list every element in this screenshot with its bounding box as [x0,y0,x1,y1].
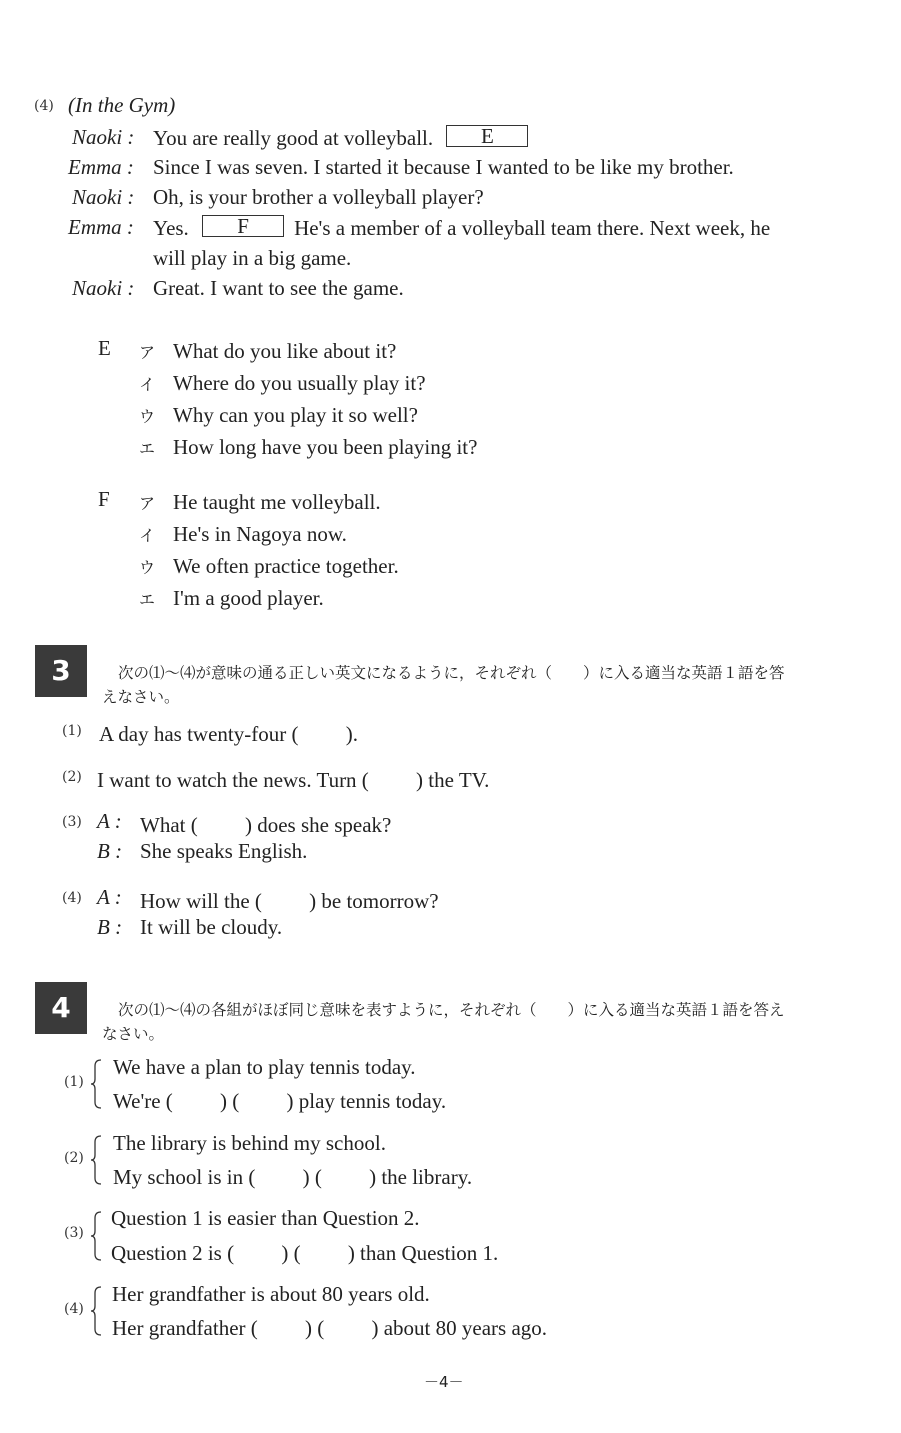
section-instruction: えなさい。 [102,688,180,706]
item-number: (4) [64,1301,84,1317]
choice-item: イ He's in Nagoya now. [139,522,347,546]
section-instruction: 次の⑴〜⑷が意味の通る正しい英文になるように，それぞれ（ ）に入る適当な英語１語を答 [118,664,785,682]
choice-list-f [139,487,399,615]
sentence-bottom: Question 2 is ( ) ( ) than Question 1. [111,1241,499,1265]
section-number-4: 4 [35,982,87,1034]
item-number: (2) [62,769,82,785]
sentence-bottom: Her grandfather ( ) ( ) about 80 years ago. [112,1316,548,1340]
item-number: (2) [64,1150,84,1166]
choice-list-e [139,336,477,464]
brace-icon [91,1058,101,1110]
speaker-label: Emma : [68,155,134,179]
sentence-bottom: We're ( ) ( ) play tennis today. [113,1089,447,1113]
page-number: －4－ [424,1373,464,1391]
speaker-label: Naoki : [72,185,135,209]
section-instruction: 次の⑴〜⑷の各組がほぼ同じ意味を表すように，それぞれ（ ）に入る適当な英語１語を答え [118,1001,785,1019]
dialogue-setting: (In the Gym) [68,93,176,117]
speaker-label: B : [97,915,123,939]
item-text: It will be cloudy. [140,915,283,939]
brace-icon [91,1134,101,1186]
speaker-label: Naoki : [72,276,135,300]
item-number: (1) [64,1074,84,1090]
choice-group-label: F [98,487,110,511]
section-number-3: 3 [35,645,87,697]
choice-group-label: E [98,336,111,360]
answer-box-e: E [446,125,528,147]
item-number: (3) [64,1225,84,1241]
speaker-label: Emma : [68,215,134,239]
choice-item: エ I'm a good player. [139,586,324,610]
item-text: I want to watch the news. Turn ( ) the TV. [97,768,490,792]
dialogue-line: Great. I want to see the game. [153,276,404,300]
speaker-label: A : [97,809,122,833]
dialogue-line: Yes. F He's a member of a volleyball team there. Next week, he [153,214,771,240]
choice-item: イ Where do you usually play it? [139,371,426,395]
choice-item: ア He taught me volleyball. [139,490,381,514]
brace-icon [91,1210,101,1262]
sentence-top: Question 1 is easier than Question 2. [111,1206,420,1230]
sentence-bottom: My school is in ( ) ( ) the library. [113,1165,473,1189]
dialogue-line: will play in a big game. [153,246,352,270]
choice-item: ウ We often practice together. [139,554,399,578]
dialogue-line: You are really good at volleyball. E [153,125,528,151]
item-text: What ( ) does she speak? [140,813,392,837]
item-number: (4) [62,890,82,906]
item-text: How will the ( ) be tomorrow? [140,889,439,913]
item-text: She speaks English. [140,839,308,863]
item-number: (3) [62,814,82,830]
speaker-label: Naoki : [72,125,135,149]
sentence-top: Her grandfather is about 80 years old. [112,1282,430,1306]
item-number: (1) [62,723,82,739]
speaker-label: B : [97,839,123,863]
speaker-label: A : [97,885,122,909]
brace-icon [91,1285,101,1337]
choice-item: エ How long have you been playing it? [139,435,478,459]
dialogue-line: Oh, is your brother a volleyball player? [153,185,484,209]
sentence-top: We have a plan to play tennis today. [113,1055,416,1079]
sentence-top: The library is behind my school. [113,1131,386,1155]
answer-box-f: F [202,215,284,237]
dialogue-line: Since I was seven. I started it because I wanted to be like my brother. [153,155,734,179]
section-instruction: なさい。 [102,1025,165,1043]
question-number: (4) [34,98,54,114]
choice-item: ア What do you like about it? [139,339,397,363]
item-text: A day has twenty-four ( ). [99,722,358,746]
choice-item: ウ Why can you play it so well? [139,403,418,427]
